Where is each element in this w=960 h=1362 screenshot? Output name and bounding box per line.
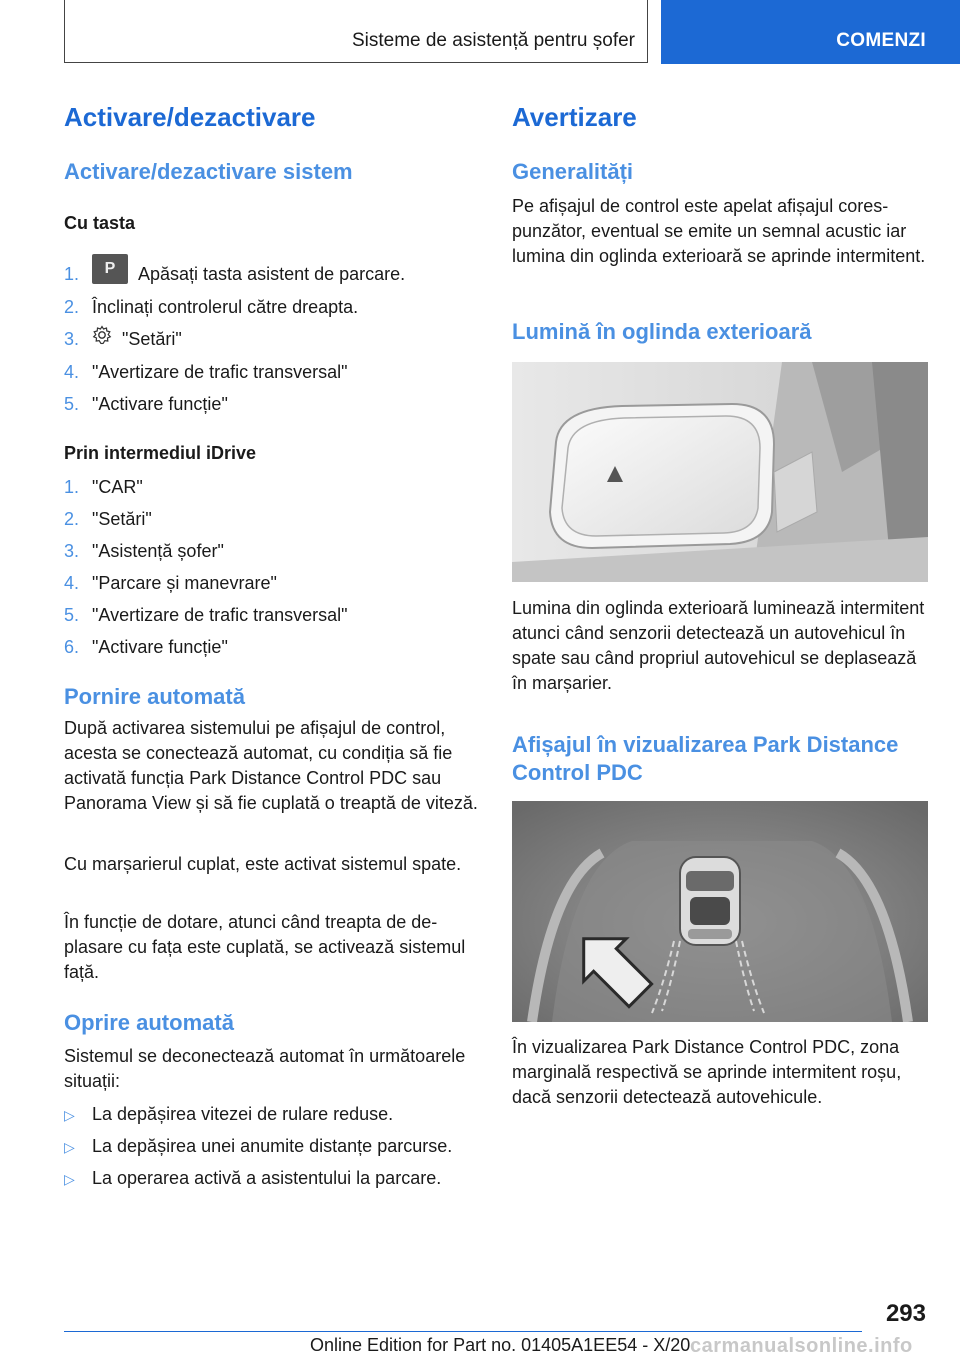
- step-number: 4.: [64, 362, 80, 382]
- list-item: [64, 475, 143, 499]
- step-number: 2.: [64, 297, 80, 317]
- paragraph: Pe afișajul de control este apelat afișajul corespunzător, eventual se emite un semnal acustic iar lumina din oglinda exterioară se aprinde intermitent.: [512, 196, 926, 266]
- header-chapter-tab: [661, 0, 960, 64]
- bullet-item: [64, 1134, 452, 1159]
- paragraph: În funcție de dotare, atunci când treapta de deplasare cu fața este cuplată, se activează sistemul față.: [64, 912, 466, 982]
- step-text: "Avertizare de trafic transversal": [92, 605, 348, 625]
- watermark: carmanualsonline.info: [690, 1335, 913, 1357]
- paragraph: În vizualizarea Park Distance Control PDC, zona marginală respectivă se aprinde intermitent roșu, dacă senzorii detectează autovehicule.: [512, 1037, 902, 1107]
- footer-divider: [64, 1331, 862, 1332]
- pdc-view-illustration: [512, 801, 928, 1022]
- step-text: "Avertizare de trafic transversal": [92, 362, 348, 382]
- park-assist-button-icon: P: [92, 254, 128, 284]
- step-number: 5.: [64, 394, 80, 414]
- paragraph: Sistemul se deconectează automat în următoarele situații:: [64, 1046, 466, 1091]
- list-item: [64, 539, 224, 563]
- header-chapter-title: COMENZI: [836, 30, 926, 51]
- step-text: "Setări": [122, 329, 182, 349]
- header-section-title: Sisteme de asistență pentru șofer: [351, 30, 635, 51]
- step-text: "Parcare și manevrare": [92, 573, 277, 593]
- heading-pdc-view: Afișajul în vizualizarea Park Distance Control PDC: [512, 732, 899, 785]
- bullet-marker-icon: ▷: [64, 1139, 75, 1155]
- step-number: 1.: [64, 477, 80, 497]
- paragraph: Cu marșarierul cuplat, este activat sistemul spate.: [64, 854, 462, 874]
- heading-auto-stop: Oprire automată: [64, 1010, 234, 1035]
- step-text: Înclinați controlerul către dreapta.: [92, 297, 359, 317]
- paragraph: Lumina din oglinda exterioară luminează intermitent atunci când senzorii detectează un autovehicul în spate sau când propriul autovehicul se deplasează în marșarier.: [512, 598, 925, 693]
- heading-general: Generalități: [512, 159, 634, 184]
- heading-mirror-light: Lumină în oglinda exterioară: [512, 319, 812, 344]
- page-number: 293: [885, 1300, 926, 1327]
- step-text: Apăsați tasta asistent de parcare.: [138, 264, 406, 284]
- step-text: "Activare funcție": [92, 394, 228, 414]
- step-text: "Asistență șofer": [92, 541, 224, 561]
- step-number: 1.: [64, 264, 80, 284]
- step-text: "Activare funcție": [92, 637, 228, 657]
- step-number: 3.: [64, 541, 80, 561]
- bullet-marker-icon: ▷: [64, 1171, 75, 1187]
- gear-icon: [92, 325, 112, 351]
- heading-activation-system: Activare/dezactivare sistem: [64, 159, 353, 184]
- subheading-with-button: Cu tasta: [64, 213, 136, 233]
- bullet-item: [64, 1166, 441, 1191]
- subheading-idrive: Prin intermediul iDrive: [64, 443, 257, 463]
- heading-warning: Avertizare: [512, 102, 637, 132]
- footer-edition: Online Edition for Part no. 01405A1EE54 - X/20: [310, 1335, 691, 1355]
- step-number: 4.: [64, 573, 80, 593]
- step-number: 5.: [64, 605, 80, 625]
- list-item: [64, 603, 348, 627]
- bullet-item: [64, 1102, 393, 1127]
- header-section-tab: [64, 0, 648, 63]
- list-item: [64, 507, 152, 531]
- heading-activation: Activare/dezactivare: [64, 102, 316, 132]
- step-text: "Setări": [92, 509, 152, 529]
- bullet-marker-icon: ▷: [64, 1107, 75, 1123]
- mirror-illustration: [512, 362, 928, 582]
- heading-auto-start: Pornire automată: [64, 684, 245, 709]
- bullet-text: La depășirea unei anumite distanțe parcurse.: [92, 1136, 453, 1156]
- list-item: [64, 327, 182, 351]
- step-text: "CAR": [92, 477, 143, 497]
- list-item: [64, 262, 405, 286]
- paragraph: După activarea sistemului pe afișajul de control, acesta se conectează automat, cu condiția să fie activată funcția Park Distance Control PDC sau Panorama View și să fie cuplată o treaptă de viteză.: [64, 718, 478, 813]
- bullet-text: La depășirea vitezei de rulare reduse.: [92, 1104, 394, 1124]
- list-item: [64, 392, 228, 416]
- list-item: [64, 360, 348, 384]
- list-item: [64, 635, 228, 659]
- list-item: [64, 571, 277, 595]
- bullet-text: La operarea activă a asistentului la parcare.: [92, 1168, 442, 1188]
- step-number: 2.: [64, 509, 80, 529]
- list-item: [64, 295, 358, 319]
- step-number: 3.: [64, 329, 80, 349]
- step-number: 6.: [64, 637, 80, 657]
